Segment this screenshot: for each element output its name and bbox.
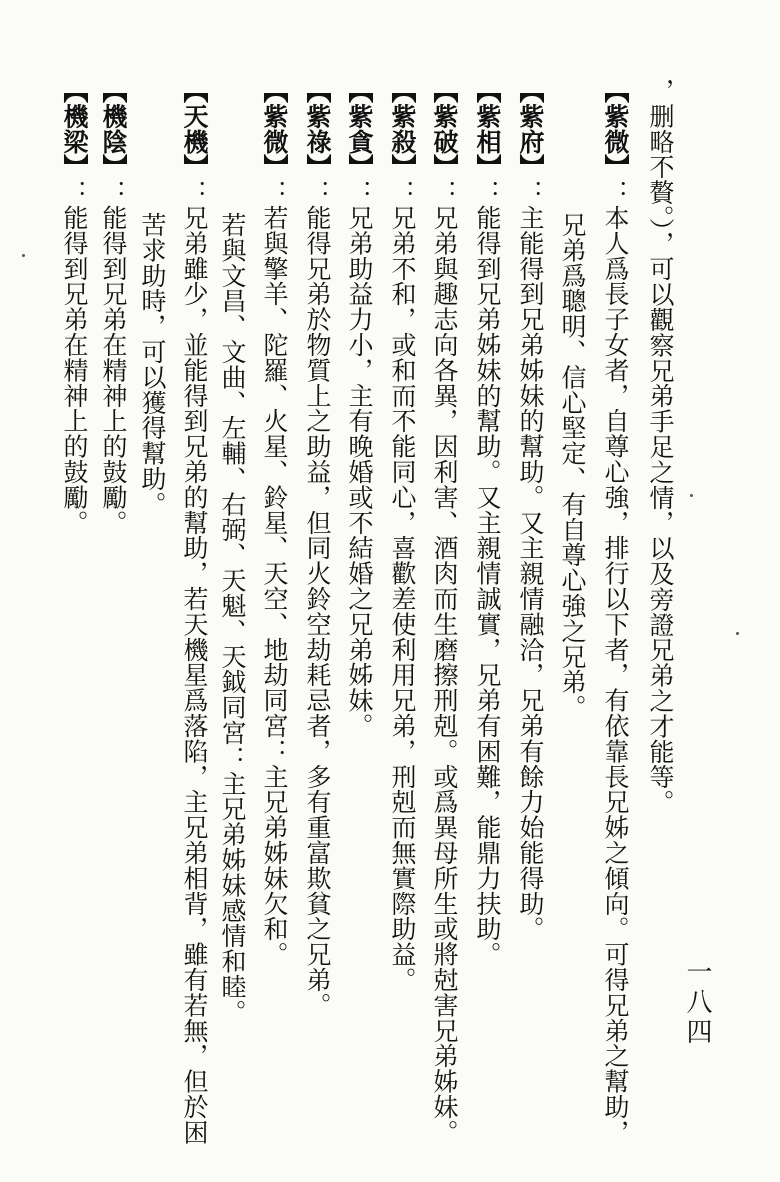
text-line-5: [469, 78, 505, 967]
star-tag: 【機陰】: [99, 78, 128, 180]
star-tag: 【紫祿】: [303, 78, 332, 180]
text-line-2: [597, 78, 633, 1145]
star-tag: 【紫府】: [516, 78, 545, 180]
scan-speck: [22, 254, 25, 257]
text-line-15: [56, 78, 92, 535]
line-text: ：能得到兄弟在精神上的鼓勵。: [60, 179, 89, 536]
star-tag: 【紫貪】: [345, 78, 374, 180]
text-line-7: [384, 78, 420, 992]
line-text: ：兄弟雖少，並能得到兄弟的幫助，若天機星爲落陷，主兄弟相背，雖有若無，但於困: [180, 179, 209, 1145]
text-line-10: [256, 78, 292, 967]
star-tag: 【機梁】: [60, 78, 89, 180]
star-tag: 【紫殺】: [388, 78, 417, 180]
page-number: 一八四: [682, 958, 712, 1048]
line-text: ：本人爲長子女者，自尊心強，排行以下者，有依靠長兄姊之傾向。可得兄弟之幫助，: [601, 179, 630, 1145]
text-line-12: [176, 78, 212, 1145]
text-line-11: [214, 212, 250, 1025]
text-line-6: [426, 78, 462, 1145]
line-text: ，删略不贅。），可以觀察兄弟手足之情，以及旁證兄弟之才能等。: [646, 78, 675, 815]
line-text: ：兄弟不和，或和而不能同心，喜歡差使利用兄弟，刑剋而無實際助益。: [388, 179, 417, 993]
text-line-13: [134, 212, 170, 517]
star-tag: 【天機】: [180, 78, 209, 180]
star-tag: 【紫微】: [260, 78, 289, 180]
star-tag: 【紫相】: [473, 78, 502, 180]
line-text: ：兄弟與趣志向各異，因利害、酒肉而生磨擦刑剋。或爲異母所生或將尅害兄弟姊妹。: [430, 179, 459, 1145]
text-line-9: [299, 78, 335, 1018]
line-text: ：若與擎羊、陀羅、火星、鈴星、天空、地劫同宮：主兄弟姊妹欠和。: [260, 179, 289, 968]
text-line-3: [554, 212, 590, 720]
text-line-4: [512, 78, 548, 942]
line-text: ：能得兄弟於物質上之助益，但同火鈴空劫耗忌者，多有重富欺貧之兄弟。: [303, 179, 332, 1018]
line-text: ：能得到兄弟姊妹的幫助。又主親情誠實，兄弟有困難，能鼎力扶助。: [473, 179, 502, 968]
line-text: ：主能得到兄弟姊妹的幫助。又主親情融洽，兄弟有餘力始能得助。: [516, 179, 545, 942]
star-tag: 【紫破】: [430, 78, 459, 180]
line-text: ：能得到兄弟在精神上的鼓勵。: [99, 179, 128, 536]
text-line-14: [95, 78, 131, 535]
text-line-1: [642, 78, 678, 815]
text-line-8: [341, 78, 377, 738]
scan-speck: [690, 494, 693, 497]
line-text: ：兄弟助益力小，主有晚婚或不結婚之兄弟姊妹。: [345, 179, 374, 739]
line-text: 苦求助時，可以獲得幫助。: [138, 212, 167, 517]
star-tag: 【紫微】: [601, 78, 630, 180]
line-text: 兄弟爲聰明、信心堅定、有自尊心強之兄弟。: [558, 212, 587, 720]
line-text: 若與文昌、文曲、左輔、右弼、天魁、天鉞同宮：主兄弟姊妹感情和睦。: [218, 212, 247, 1025]
scan-speck: [736, 632, 739, 635]
